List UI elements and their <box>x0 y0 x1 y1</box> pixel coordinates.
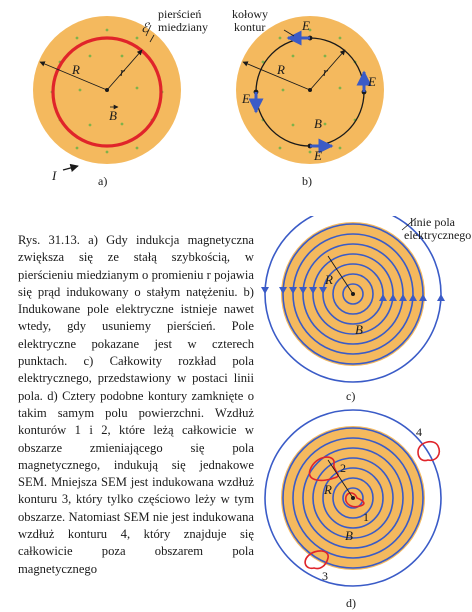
figure-panel-b <box>228 0 472 195</box>
contour-1-label: 1 <box>363 510 369 524</box>
B-vector-label: B <box>355 322 363 337</box>
radius-R-label: R <box>277 62 285 77</box>
radius-R-label: R <box>325 272 333 287</box>
field-lines-callout-2: elektrycznego <box>404 228 472 242</box>
figure-caption <box>18 232 254 578</box>
radius-r-label: r <box>323 64 329 79</box>
panel-a-letter: a) <box>98 174 108 188</box>
figure-panel-a <box>0 0 236 195</box>
panel-c-letter: c) <box>346 389 356 403</box>
contour-2-label: 2 <box>340 461 346 475</box>
field-lines-callout: linie pola <box>410 216 455 229</box>
current-I-label: I <box>52 168 57 183</box>
contour-callout-2: kontur <box>234 20 266 34</box>
E-vector-right: E <box>368 74 376 89</box>
figure-panel-c <box>258 216 472 406</box>
ring-callout-2: miedziany <box>158 20 208 34</box>
caption-label: Rys. 31.13. <box>18 233 80 247</box>
B-vector-label: B <box>345 528 353 543</box>
contour-3-label: 3 <box>322 569 328 583</box>
B-vector-label: B <box>314 116 322 131</box>
B-vector-label: B <box>109 108 117 123</box>
E-vector-left: E <box>242 91 250 106</box>
panel-b-letter: b) <box>302 174 312 188</box>
E-vector-top: E <box>302 18 310 33</box>
contour-4-label: 4 <box>416 425 422 439</box>
E-vector-bottom: E <box>314 148 322 163</box>
panel-d-letter: d) <box>346 596 356 610</box>
caption-text: a) Gdy indukcja magnetyczna zwiększa się ze stałą szybkością, w pierścieniu miedzianym o promieniu r pojawia się prąd indukowany o stałym natężeniu. b) Indukowane pole elektryczne istnieje nawet wtedy, gdy usuniemy pierścień. Pole elektryczne pokazane jest w czterech punktach. c) Całkowity rozkład pola elektrycznego, przedstawiony w postaci linii pola. d) Cztery podobne kontury zamknięte o takim samym polu powierzchni. Wzdłuż konturów 1 i 2, które leżą całkowicie w obszarze zmieniającego się pola magnetycznego, indukują się jednakowe SEM. Mniejsza SEM jest indukowana wzdłuż konturu 3, który tylko częściowo leży w tym obszarze. Natomiast SEM nie jest indukowana wzdłuż konturu 4, który znajduje się całkowicie poza obszarem pola magnetycznego <box>18 233 255 576</box>
ring-callout: pierścień <box>158 7 202 21</box>
figure-panel-d <box>258 408 472 612</box>
radius-R-label: R <box>72 62 80 77</box>
contour-callout: kołowy <box>232 7 268 21</box>
radius-r-label: r <box>120 64 126 79</box>
radius-R-label: R <box>324 482 332 497</box>
emf-label: ℰ <box>141 20 149 35</box>
